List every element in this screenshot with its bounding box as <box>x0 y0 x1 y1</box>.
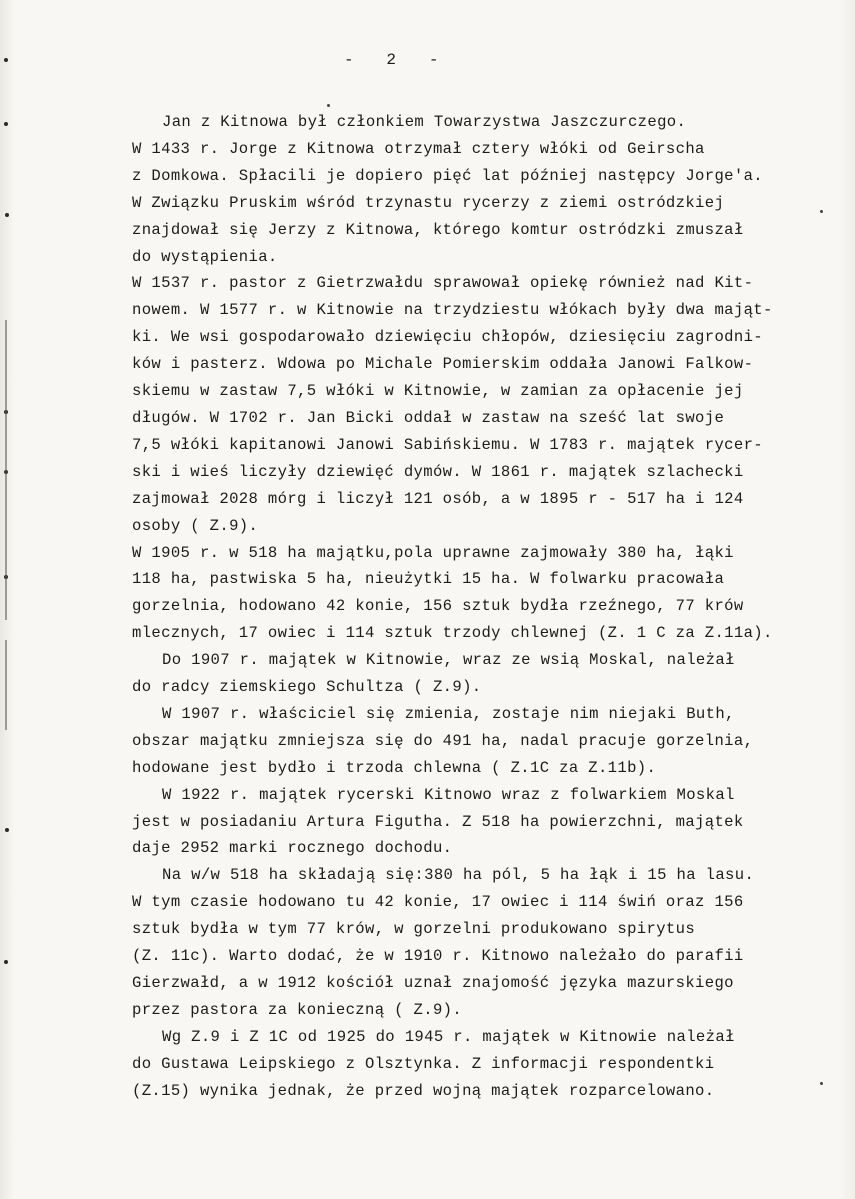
text-line: ki. We wsi gospodarowało dziewięciu chłopów, dziesięciu zagrodni- <box>132 328 764 346</box>
text-line: Wg Z.9 i Z 1C od 1925 do 1945 r. majątek w Kitnowie należał <box>162 1028 735 1046</box>
text-line: Na w/w 518 ha składają się:380 ha pól, 5 ha łąk i 15 ha lasu. <box>162 866 755 884</box>
text-line: W 1922 r. majątek rycerski Kitnowo wraz z folwarkiem Moskal <box>162 786 735 804</box>
text-line: (Z.15) wynika jednak, że przed wojną majątek rozparcelowano. <box>132 1082 715 1100</box>
text-line: W 1537 r. pastor z Gietrzwałdu sprawował opiekę również nad Kit- <box>132 274 754 292</box>
text-line: skiemu w zastaw 7,5 włóki w Kitnowie, w zamian za opłacenie jej <box>132 382 744 400</box>
text-line: do wystąpienia. <box>132 248 278 266</box>
text-line: Jan z Kitnowa był członkiem Towarzystwa Jaszczurczego. <box>162 113 687 131</box>
page-number: - 2 - <box>344 51 440 69</box>
text-line: Gierzwałd, a w 1912 kościół uznał znajomość języka mazurskiego <box>132 974 734 992</box>
scan-edge-marks <box>0 0 14 1199</box>
text-line: długów. W 1702 r. Jan Bicki oddał w zastaw na sześć lat swoje <box>132 409 725 427</box>
text-line: W 1905 r. w 518 ha majątku,pola uprawne zajmowały 380 ha, łąki <box>132 544 734 562</box>
text-line: znajdował się Jerzy z Kitnowa, którego komtur ostródzki zmuszał <box>132 221 744 239</box>
text-line: W Związku Pruskim wśród trzynastu rycerzy z ziemi ostródzkiej <box>132 194 725 212</box>
text-line: W tym czasie hodowano tu 42 konie, 17 owiec i 114 świń oraz 156 <box>132 893 744 911</box>
text-line: jest w posiadaniu Artura Figutha. Z 518 ha powierzchni, majątek <box>132 813 744 831</box>
text-line: 118 ha, pastwiska 5 ha, nieużytki 15 ha. W folwarku pracowała <box>132 570 725 588</box>
text-line: do Gustawa Leipskiego z Olsztynka. Z informacji respondentki <box>132 1055 715 1073</box>
text-line: mlecznych, 17 owiec i 114 sztuk trzody chlewnej (Z. 1 C za Z.11a). <box>132 624 773 642</box>
text-line: sztuk bydła w tym 77 krów, w gorzelni produkowano spirytus <box>132 920 696 938</box>
text-line: z Domkowa. Spłacili je dopiero pięć lat później następcy Jorge'a. <box>132 167 764 185</box>
text-line: ski i wieś liczyły dziewięć dymów. W 1861 r. majątek szlachecki <box>132 463 744 481</box>
text-line: nowem. W 1577 r. w Kitnowie na trzydziestu włókach były dwa mająt- <box>132 301 773 319</box>
text-line: hodowane jest bydło i trzoda chlewna ( Z.1C za Z.11b). <box>132 759 657 777</box>
text-line: obszar majątku zmniejsza się do 491 ha, nadal pracuje gorzelnia, <box>132 732 754 750</box>
text-line: W 1433 r. Jorge z Kitnowa otrzymał cztery włóki od Geirscha <box>132 140 705 158</box>
text-line: gorzelnia, hodowano 42 konie, 156 sztuk bydła rzeźnego, 77 krów <box>132 597 744 615</box>
text-line: (Z. 11c). Warto dodać, że w 1910 r. Kitnowo należało do parafii <box>132 947 744 965</box>
text-line: zajmował 2028 mórg i liczył 121 osób, a w 1895 r - 517 ha i 124 <box>132 490 744 508</box>
text-line: Do 1907 r. majątek w Kitnowie, wraz ze wsią Moskal, należał <box>162 651 735 669</box>
text-line: daje 2952 marki rocznego dochodu. <box>132 839 453 857</box>
text-line: przez pastora za konieczną ( Z.9). <box>132 1001 463 1019</box>
text-line: do radcy ziemskiego Schultza ( Z.9). <box>132 678 482 696</box>
text-line: W 1907 r. właściciel się zmienia, zostaje nim niejaki Buth, <box>162 705 735 723</box>
text-line: 7,5 włóki kapitanowi Janowi Sabińskiemu. W 1783 r. majątek rycer- <box>132 436 764 454</box>
text-line: ków i pasterz. Wdowa po Michale Pomierskim oddała Janowi Falkow- <box>132 355 754 373</box>
text-line: osoby ( Z.9). <box>132 517 259 535</box>
